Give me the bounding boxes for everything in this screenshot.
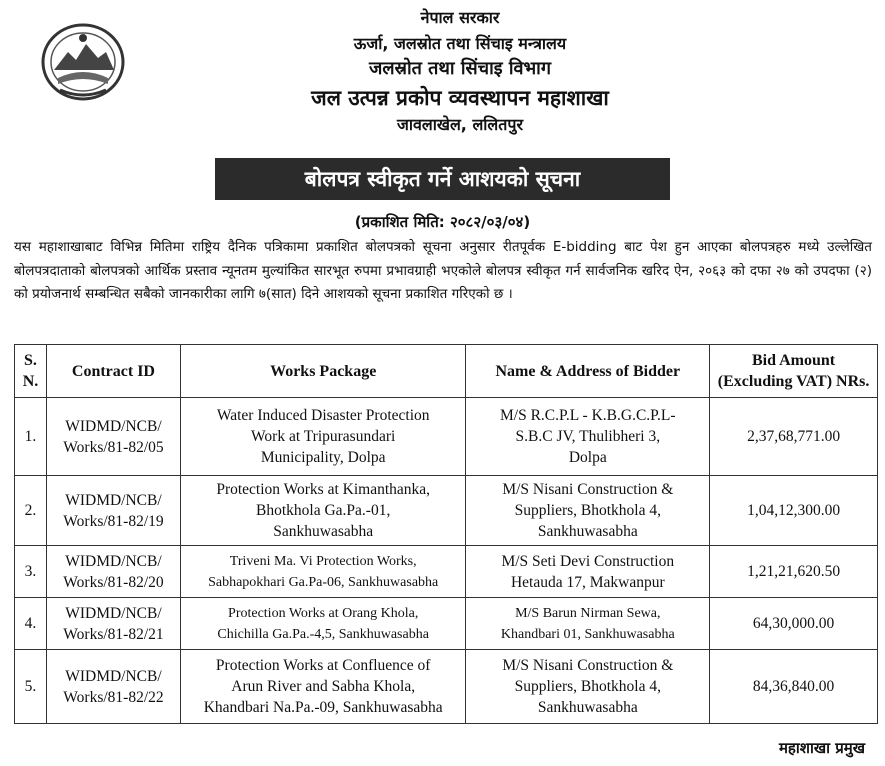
row-contract-id: WIDMD/NCB/ Works/81-82/21 [46, 598, 180, 650]
row-bid-amount: 1,21,21,620.50 [710, 546, 878, 598]
row-works-package: Protection Works at Orang Khola, Chichilla Ga.Pa.-4,5, Sankhuwasabha [180, 598, 466, 650]
row-bidder: M/S Barun Nirman Sewa, Khandbari 01, Sankhuwasabha [466, 598, 710, 650]
row-sn: 1. [15, 398, 47, 476]
bid-acceptance-table [14, 344, 878, 724]
table-row [15, 398, 878, 476]
row-sn: 5. [15, 650, 47, 724]
row-contract-id: WIDMD/NCB/ Works/81-82/05 [46, 398, 180, 476]
row-bid-amount: 84,36,840.00 [710, 650, 878, 724]
row-works-package: Protection Works at Kimanthanka, Bhotkhola Ga.Pa.-01, Sankhuwasabha [180, 476, 466, 546]
notice-title: बोलपत्र स्वीकृत गर्ने आशयको सूचना [215, 158, 670, 200]
row-works-package: Triveni Ma. Vi Protection Works, Sabhapokhari Ga.Pa-06, Sankhuwasabha [180, 546, 466, 598]
ministry-name: ऊर्जा, जलस्रोत तथा सिंचाइ मन्त्रालय [353, 34, 567, 53]
department-name: जलस्रोत तथा सिंचाइ विभाग [369, 58, 551, 79]
row-bidder: M/S R.C.P.L - K.B.G.C.P.L- S.B.C JV, Thulibheri 3, Dolpa [466, 398, 710, 476]
row-contract-id: WIDMD/NCB/ Works/81-82/19 [46, 476, 180, 546]
row-sn: 4. [15, 598, 47, 650]
table-row [15, 546, 878, 598]
table-row [15, 650, 878, 724]
header-works-package: Works Package [180, 345, 466, 398]
row-sn: 2. [15, 476, 47, 546]
signature-title: महाशाखा प्रमुख [778, 739, 865, 757]
row-contract-id: WIDMD/NCB/ Works/81-82/20 [46, 546, 180, 598]
row-bid-amount: 1,04,12,300.00 [710, 476, 878, 546]
row-bidder: M/S Nisani Construction & Suppliers, Bhotkhola 4, Sankhuwasabha [466, 650, 710, 724]
row-works-package: Water Induced Disaster Protection Work at Tripurasundari Municipality, Dolpa [180, 398, 466, 476]
header-bidder: Name & Address of Bidder [466, 345, 710, 398]
published-date: (प्रकाशित मिति: २०८२/०३/०४) [354, 213, 531, 231]
header-bid-amount: Bid Amount (Excluding VAT) NRs. [710, 345, 878, 398]
government-name: नेपाल सरकार [420, 8, 500, 27]
table-row [15, 476, 878, 546]
table-header-row [15, 345, 878, 398]
row-bid-amount: 2,37,68,771.00 [710, 398, 878, 476]
row-sn: 3. [15, 546, 47, 598]
letterhead [150, 8, 770, 135]
row-contract-id: WIDMD/NCB/ Works/81-82/22 [46, 650, 180, 724]
notice-body-text: यस महाशाखाबाट विभिन्न मितिमा राष्ट्रिय दैनिक पत्रिकामा प्रकाशित बोलपत्रको सूचना अनुसार रीतपूर्वक E-bidding बाट पेश हुन आएका बोलपत्रहरु मध्ये उल्लेखित बोलपत्रदाताको बोलपत्रको आर्थिक प्रस्ताव न्यूनतम मुल्यांकित सारभूत रुपमा प्रभावग्राही भएकोले बोलपत्र स्वीकृत गर्न सार्वजनिक खरिद ऐन, २०६३ को दफा २७ को उपदफा (२) को प्रयोजनार्थ सम्बन्धित सबैको जानकारीका लागि ७(सात) दिने आशयको सूचना प्रकाशित गरिएको छ । [14, 239, 872, 302]
office-address: जावलाखेल, ललितपुर [396, 114, 524, 134]
row-bid-amount: 64,30,000.00 [710, 598, 878, 650]
row-works-package: Protection Works at Confluence of Arun River and Sabha Khola, Khandbari Na.Pa.-09, Sankhuwasabha [180, 650, 466, 724]
table-row [15, 598, 878, 650]
row-bidder: M/S Seti Devi Construction Hetauda 17, Makwanpur [466, 546, 710, 598]
nepal-emblem-icon [40, 22, 126, 102]
row-bidder: M/S Nisani Construction & Suppliers, Bhotkhola 4, Sankhuwasabha [466, 476, 710, 546]
header-sn: S. N. [15, 345, 47, 398]
division-name: जल उत्पन्न प्रकोप व्यवस्थापन महाशाखा [311, 85, 609, 110]
header-contract-id: Contract ID [46, 345, 180, 398]
